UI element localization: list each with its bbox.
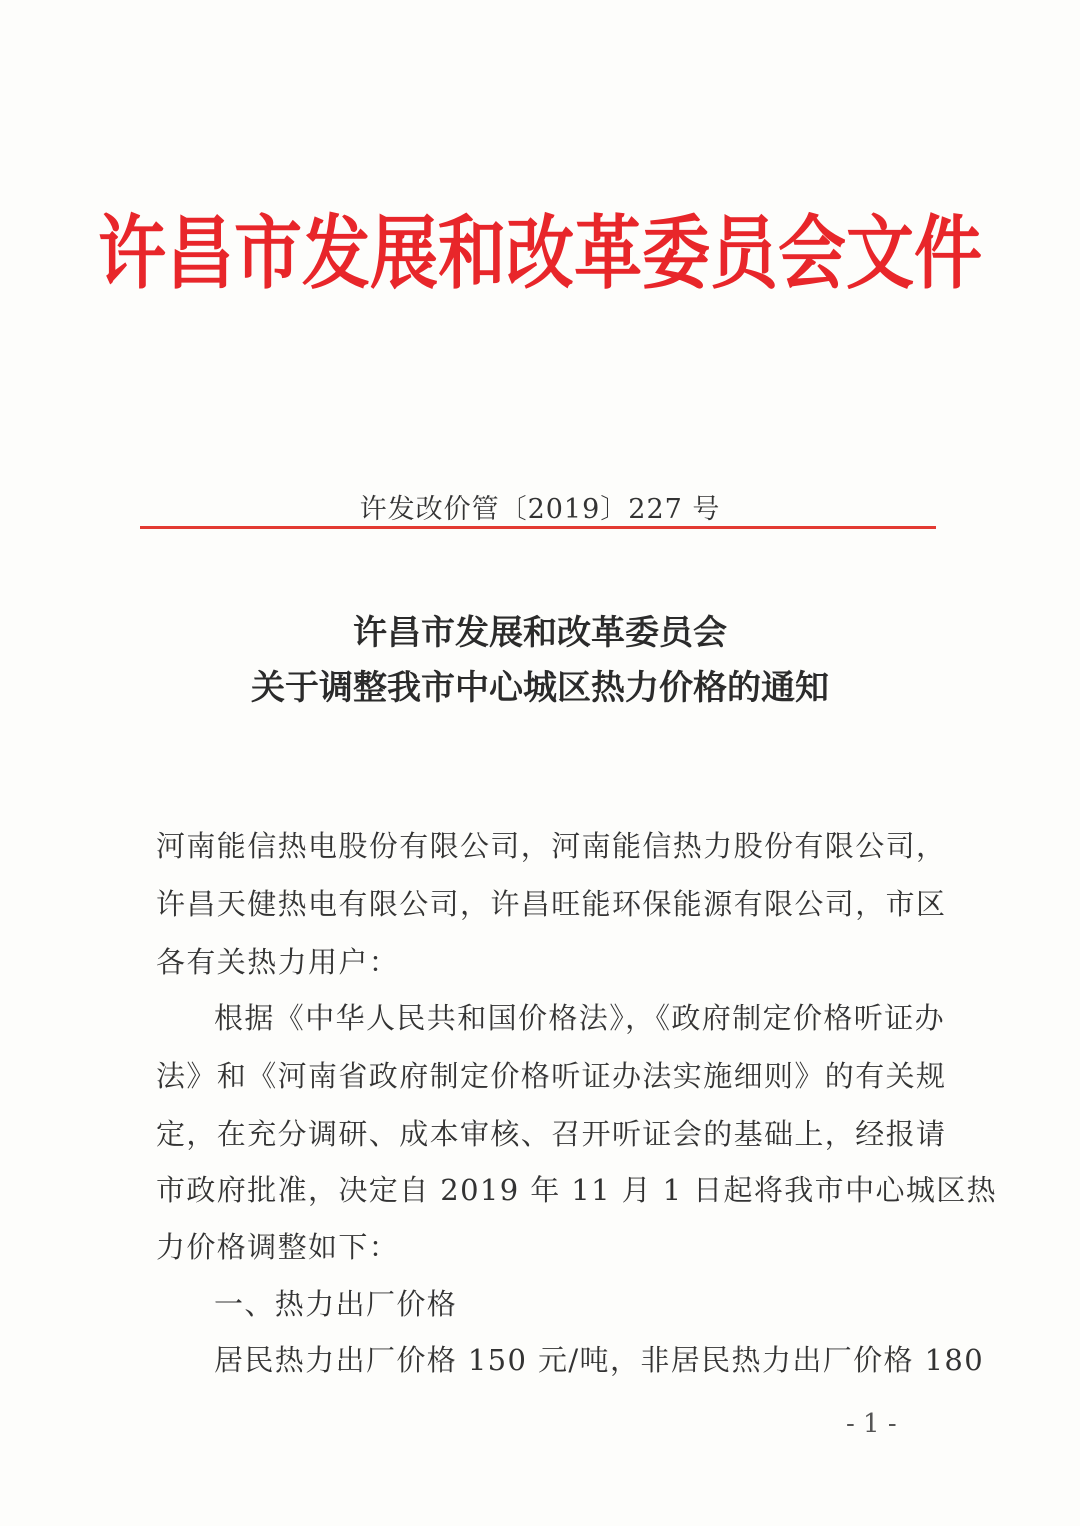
notice-title-line-2: 关于调整我市中心城区热力价格的通知 <box>251 668 829 708</box>
section-heading: 一、热力出厂价格 <box>214 1287 458 1321</box>
section-text-line: 居民热力出厂价格 150 元/吨，非居民热力出厂价格 180 <box>214 1343 985 1377</box>
issuing-authority-header: 许昌市发展和改革委员会文件 <box>97 207 982 301</box>
addressee-line: 各有关热力用户： <box>156 945 400 979</box>
addressee-line: 许昌天健热电有限公司，许昌旺能环保能源有限公司，市区 <box>156 887 947 921</box>
paragraph-line: 力价格调整如下： <box>156 1230 400 1264</box>
red-separator-line <box>140 526 936 529</box>
notice-title-line-1: 许昌市发展和改革委员会 <box>353 613 727 653</box>
paragraph-line: 定，在充分调研、成本审核、召开听证会的基础上，经报请 <box>156 1117 947 1151</box>
paragraph-line: 市政府批准，决定自 2019 年 11 月 1 日起将我市中心城区热 <box>156 1173 998 1207</box>
paragraph-line: 法》和《河南省政府制定价格听证办法实施细则》的有关规 <box>156 1059 947 1093</box>
document-number: 许发改价管〔2019〕227 号 <box>359 494 721 525</box>
page-number: - 1 - <box>846 1409 897 1439</box>
addressee-line: 河南能信热电股份有限公司，河南能信热力股份有限公司， <box>156 829 947 863</box>
paragraph-line: 根据《中华人民共和国价格法》，《政府制定价格听证办 <box>214 1001 946 1035</box>
